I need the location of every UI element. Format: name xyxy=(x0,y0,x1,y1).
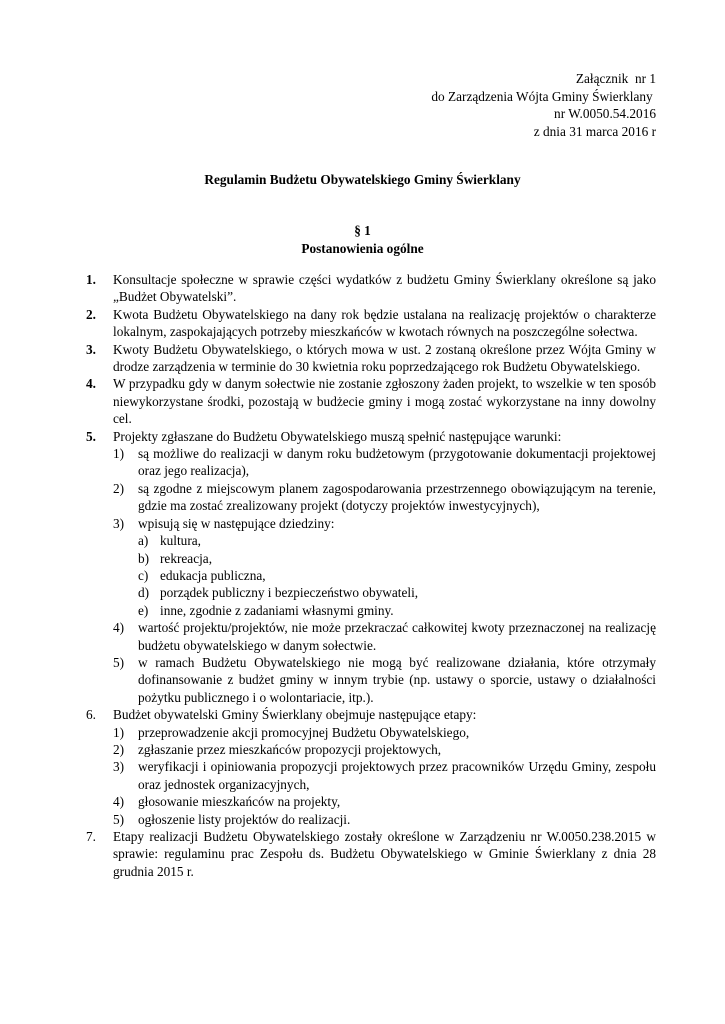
sub-item-number: 3) xyxy=(113,759,125,775)
attachment-ordinance: do Zarządzenia Wójta Gminy Świerklany xyxy=(431,88,656,104)
list-item xyxy=(86,706,656,828)
sub-item-number: 4) xyxy=(113,620,125,636)
sub-item-text: ogłoszenie listy projektów do realizacji. xyxy=(138,811,351,827)
domain-item xyxy=(138,602,656,619)
sub-list-item xyxy=(113,741,656,758)
item-number: 3. xyxy=(86,341,96,357)
domain-item xyxy=(138,584,656,601)
domain-letter: a) xyxy=(138,533,149,549)
domain-text: rekreacja, xyxy=(160,550,213,566)
sub-item-text: wpisują się w następujące dziedziny: xyxy=(138,515,335,531)
sub-item-text: głosowanie mieszkańców na projekty, xyxy=(138,794,341,810)
domains-list xyxy=(138,532,656,619)
sub-item-text: przeprowadzenie akcji promocyjnej Budżetu Obywatelskiego, xyxy=(138,724,470,740)
sub-list-item xyxy=(113,654,656,706)
domain-letter: b) xyxy=(138,550,150,566)
sub-item-number: 5) xyxy=(113,811,125,827)
document-body xyxy=(86,271,656,880)
item-text: Kwoty Budżetu Obywatelskiego, o których mowa w ust. 2 zostaną określone przez Wójta Gminy w drodze zarządzenia w terminie do 30 kwietnia roku poprzedzającego rok Budżetu Obywatelskiego. xyxy=(113,341,656,375)
item-number: 5. xyxy=(86,428,96,444)
section-heading xyxy=(0,222,725,257)
item-text: Etapy realizacji Budżetu Obywatelskiego zostały określone w Zarządzeniu nr W.0050.238.2015 w sprawie: regulaminu prac Zespołu ds. Budżetu Obywatelskiego w Gminie Świerklany z dnia 28 grudnia 2015 r. xyxy=(113,829,656,879)
sub-list-item xyxy=(113,811,656,828)
sub-list-item xyxy=(113,793,656,810)
attachment-date: z dnia 31 marca 2016 r xyxy=(533,123,656,139)
sub-item-text: są możliwe do realizacji w danym roku budżetowym (przygotowanie dokumentacji projektowej oraz jego realizacja), xyxy=(138,446,656,479)
list-item xyxy=(86,375,656,427)
item-text: Kwota Budżetu Obywatelskiego na dany rok będzie ustalana na realizację projektów o charakterze lokalnym, zaspokajających potrzeby mieszkańców w kwotach równych na poszczególne sołectwa. xyxy=(113,306,656,340)
domain-text: edukacja publiczna, xyxy=(160,567,266,583)
document-title: Regulamin Budżetu Obywatelskiego Gminy Świerklany xyxy=(204,172,521,187)
item-number: 1. xyxy=(86,272,96,287)
domain-letter: d) xyxy=(138,585,150,601)
item-number: 2. xyxy=(86,306,96,322)
sub-item-text: w ramach Budżetu Obywatelskiego nie mogą być realizowane działania, które otrzymały dofinansowanie z budżet gminy w innym trybie (np. ustawy o sporcie, ustawy o działalności pożytku publicznego i o wolontariacie, itp.). xyxy=(138,654,656,705)
sub-list-item xyxy=(113,480,656,515)
stages-list xyxy=(113,724,656,828)
domain-letter: c) xyxy=(138,567,149,583)
provisions-list xyxy=(86,271,656,880)
domain-letter: e) xyxy=(138,602,149,618)
item-text: Konsultacje społeczne w sprawie części wydatków z budżetu Gminy Świerklany określone są jako „Budżet Obywatelski”. xyxy=(113,272,656,305)
domain-text: inne, zgodnie z zadaniami własnymi gminy. xyxy=(160,602,394,618)
list-item xyxy=(86,271,656,306)
domain-item xyxy=(138,567,656,584)
sub-list-item xyxy=(113,758,656,793)
domain-item xyxy=(138,550,656,567)
sub-item-text: są zgodne z miejscowym planem zagospodarowania przestrzennego obowiązującym na terenie, gdzie ma zostać zrealizowany projekt (dotyczy projektów inwestycyjnych), xyxy=(138,480,656,514)
sub-item-number: 1) xyxy=(113,446,125,462)
section-title: Postanowienia ogólne xyxy=(301,240,424,256)
list-item xyxy=(86,828,656,880)
sub-list-item xyxy=(113,724,656,741)
domain-text: kultura, xyxy=(160,533,201,549)
item-number: 7. xyxy=(86,829,96,844)
list-item xyxy=(86,306,656,341)
sub-list-item xyxy=(113,619,656,654)
sub-list-item xyxy=(113,515,656,619)
sub-item-number: 1) xyxy=(113,724,125,740)
attachment-header xyxy=(431,70,656,140)
domain-item xyxy=(138,532,656,549)
item-number: 6. xyxy=(86,707,96,723)
attachment-number: Załącznik nr 1 xyxy=(575,71,656,86)
item-text: W przypadku gdy w danym sołectwie nie zostanie zgłoszony żaden projekt, to wszelkie w ten sposób niewykorzystane środki, pozostają w budżecie gminy i mogą zostać wykorzystane na inny dowolny cel. xyxy=(113,376,656,427)
sub-item-number: 2) xyxy=(113,480,125,496)
list-item xyxy=(86,428,656,707)
item-text: Projekty zgłaszane do Budżetu Obywatelskiego muszą spełnić następujące warunki: xyxy=(113,428,562,444)
sub-item-text: wartość projektu/projektów, nie może przekraczać całkowitej kwoty przeznaczonej na realizację budżetu obywatelskiego w danym sołectwie. xyxy=(138,620,656,653)
sub-item-number: 4) xyxy=(113,794,125,810)
item-number: 4. xyxy=(86,376,96,392)
conditions-list xyxy=(113,445,656,706)
attachment-ordinance-number: nr W.0050.54.2016 xyxy=(554,106,656,122)
sub-item-number: 2) xyxy=(113,741,125,757)
item-text: Budżet obywatelski Gminy Świerklany obejmuje następujące etapy: xyxy=(113,707,477,723)
sub-item-text: zgłaszanie przez mieszkańców propozycji projektowych, xyxy=(138,741,442,757)
section-number: § 1 xyxy=(354,223,371,238)
domain-text: porządek publiczny i bezpieczeństwo obywateli, xyxy=(160,585,419,601)
sub-item-text: weryfikacji i opiniowania propozycji projektowych przez pracowników Urzędu Gminy, zespołu oraz jednostek organizacyjnych, xyxy=(138,759,656,792)
list-item xyxy=(86,341,656,376)
sub-item-number: 3) xyxy=(113,515,125,531)
sub-list-item xyxy=(113,445,656,480)
sub-item-number: 5) xyxy=(113,654,125,670)
